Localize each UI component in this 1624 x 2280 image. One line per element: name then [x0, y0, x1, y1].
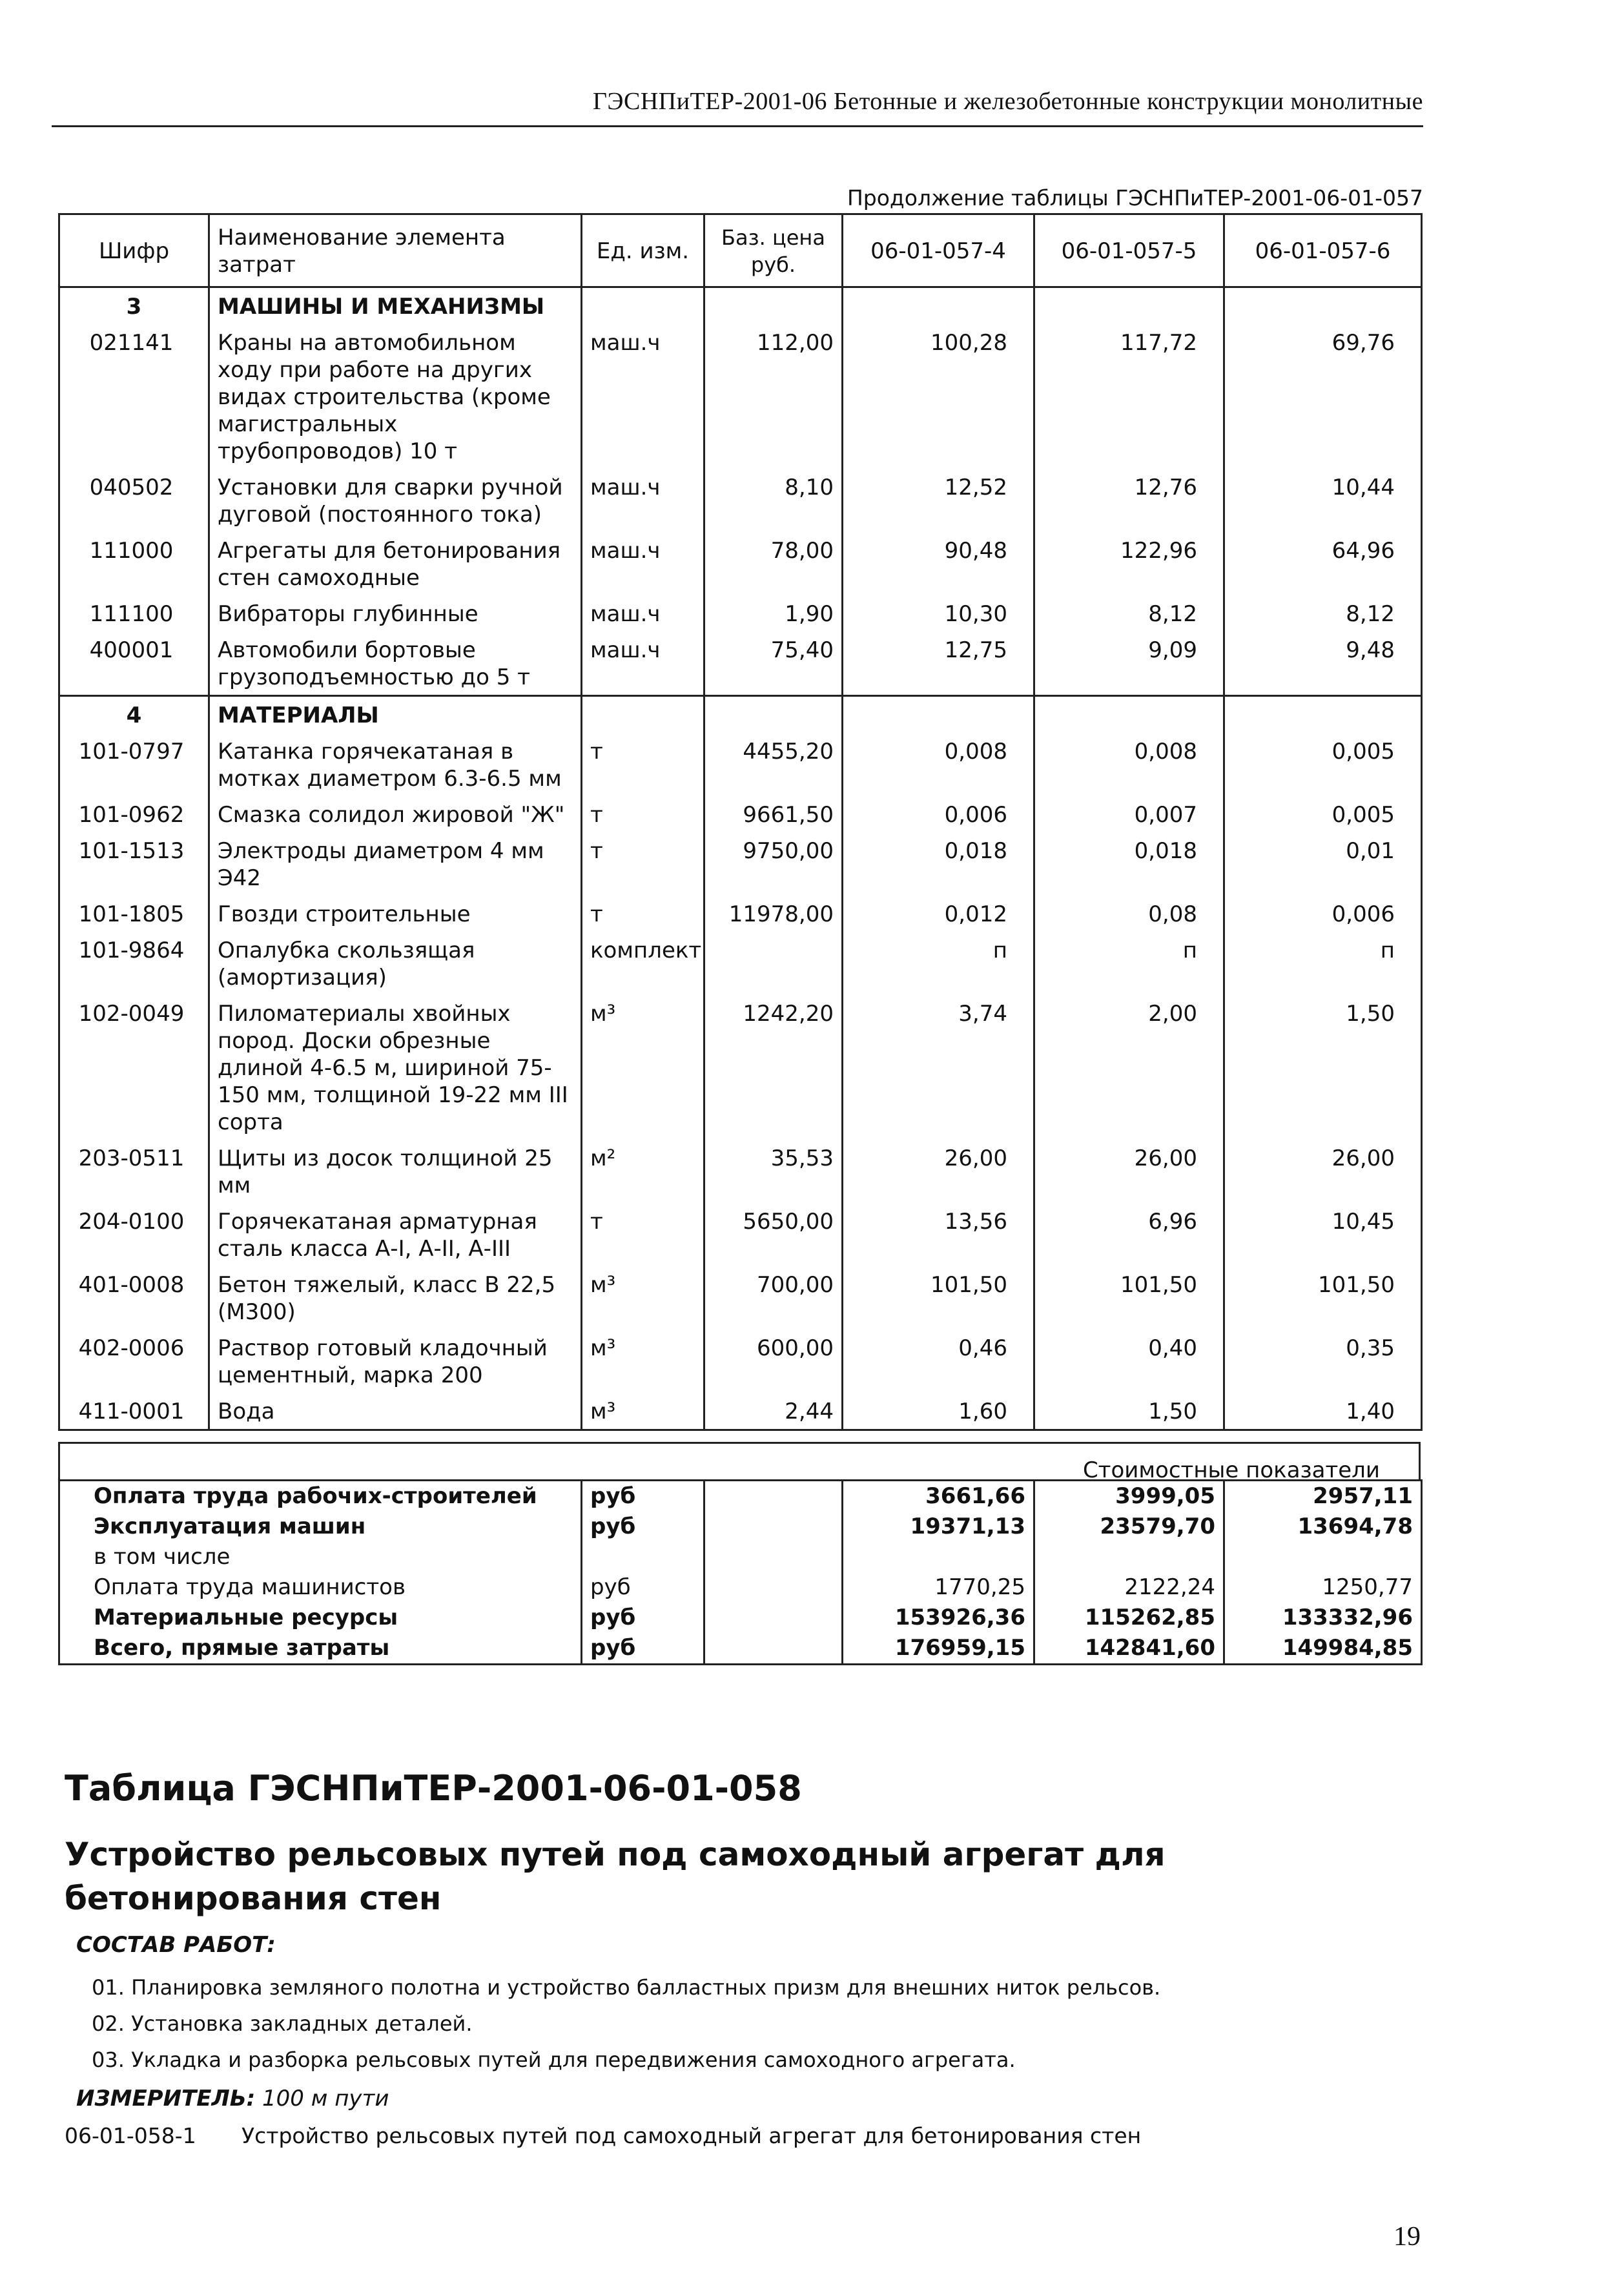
row-value-057-5: 1,50 — [1034, 1393, 1224, 1430]
row-base-price: 112,00 — [704, 324, 843, 469]
cost-row — [59, 1542, 1422, 1572]
row-value-057-5: п — [1034, 932, 1224, 995]
table-row — [59, 1203, 1422, 1266]
row-base-price: 8,10 — [704, 469, 843, 532]
header-rule — [52, 125, 1423, 127]
next-table-title: Таблица ГЭСНПиТЕР-2001-06-01-058 — [65, 1768, 802, 1809]
table-row — [59, 796, 1422, 832]
section-header-row — [59, 696, 1422, 734]
row-value-057-5: 12,76 — [1034, 469, 1224, 532]
table-row — [59, 932, 1422, 995]
row-value-057-6: 0,01 — [1224, 832, 1422, 896]
empty-cell — [704, 1481, 843, 1512]
row-value-057-6: 10,45 — [1224, 1203, 1422, 1266]
empty-cell — [582, 287, 704, 325]
empty-cell — [1224, 287, 1422, 325]
row-unit: т — [582, 832, 704, 896]
row-value-057-5: 0,008 — [1034, 733, 1224, 796]
col-header-price: Баз. цена руб. — [704, 214, 843, 287]
row-value-057-4: 12,52 — [843, 469, 1034, 532]
cost-value-057-6 — [1224, 1542, 1422, 1572]
row-value-057-6: 64,96 — [1224, 532, 1422, 595]
row-value-057-4: 0,012 — [843, 896, 1034, 932]
row-value-057-4: 0,018 — [843, 832, 1034, 896]
empty-cell — [704, 696, 843, 734]
meter-label: ИЗМЕРИТЕЛЬ: — [76, 2086, 256, 2111]
table-row — [59, 1393, 1422, 1430]
row-unit: маш.ч — [582, 632, 704, 696]
row-value-057-6: 0,005 — [1224, 733, 1422, 796]
row-value-057-4: 90,48 — [843, 532, 1034, 595]
row-base-price: 9661,50 — [704, 796, 843, 832]
row-unit: комплект — [582, 932, 704, 995]
row-unit: маш.ч — [582, 595, 704, 632]
cost-unit: руб — [582, 1572, 704, 1603]
empty-cell — [704, 287, 843, 325]
row-name: Автомобили бортовые грузоподъемностью до 5 т — [209, 632, 582, 696]
cost-unit: руб — [582, 1603, 704, 1633]
row-name: Установки для сварки ручной дуговой (постоянного тока) — [209, 469, 582, 532]
row-value-057-5: 2,00 — [1034, 995, 1224, 1140]
row-value-057-6: 0,35 — [1224, 1330, 1422, 1393]
next-table-subtitle: Устройство рельсовых путей под самоходный агрегат для бетонирования стен — [65, 1836, 1166, 1917]
row-value-057-4: 13,56 — [843, 1203, 1034, 1266]
row-code: 101-9864 — [59, 932, 209, 995]
rate-code-row — [65, 2123, 1141, 2148]
row-value-057-5: 26,00 — [1034, 1140, 1224, 1203]
row-unit: м³ — [582, 1393, 704, 1430]
cost-value-057-4: 3661,66 — [843, 1481, 1034, 1512]
cost-value-057-6: 2957,11 — [1224, 1481, 1422, 1512]
cost-value-057-5: 115262,85 — [1034, 1603, 1224, 1633]
empty-cell — [1224, 696, 1422, 734]
row-unit: маш.ч — [582, 532, 704, 595]
work-item: 02. Установка закладных деталей. — [92, 2011, 473, 2036]
row-value-057-6: 0,005 — [1224, 796, 1422, 832]
cost-unit: руб — [582, 1481, 704, 1512]
col-header-code: Шифр — [59, 214, 209, 287]
col-header-057-4: 06-01-057-4 — [843, 214, 1034, 287]
row-base-price: 11978,00 — [704, 896, 843, 932]
row-value-057-6: 0,006 — [1224, 896, 1422, 932]
table-row — [59, 595, 1422, 632]
row-code: 402-0006 — [59, 1330, 209, 1393]
work-item: 01. Планировка земляного полотна и устройство балластных призм для внешних ниток рельсов. — [92, 1975, 1161, 2000]
row-code: 400001 — [59, 632, 209, 696]
cost-unit: руб — [582, 1512, 704, 1542]
row-value-057-4: 10,30 — [843, 595, 1034, 632]
row-value-057-4: 101,50 — [843, 1266, 1034, 1330]
resources-table — [58, 213, 1423, 1431]
works-label: СОСТАВ РАБОТ: — [76, 1932, 276, 1958]
row-value-057-5: 8,12 — [1034, 595, 1224, 632]
cost-label: Эксплуатация машин — [59, 1512, 582, 1542]
row-unit: маш.ч — [582, 324, 704, 469]
row-code: 101-0962 — [59, 796, 209, 832]
empty-cell — [843, 696, 1034, 734]
cost-value-057-5: 23579,70 — [1034, 1512, 1224, 1542]
row-value-057-4: 0,008 — [843, 733, 1034, 796]
table-row — [59, 632, 1422, 696]
row-value-057-6: 9,48 — [1224, 632, 1422, 696]
cost-unit: руб — [582, 1633, 704, 1665]
row-value-057-6: 1,50 — [1224, 995, 1422, 1140]
works-list — [92, 1969, 1160, 2078]
row-base-price: 5650,00 — [704, 1203, 843, 1266]
row-value-057-4: 1,60 — [843, 1393, 1034, 1430]
rate-code-description: Устройство рельсовых путей под самоходный агрегат для бетонирования стен — [242, 2123, 1142, 2148]
row-code: 101-1513 — [59, 832, 209, 896]
cost-value-057-5 — [1034, 1542, 1224, 1572]
table-row — [59, 896, 1422, 932]
cost-indicators-caption: Стоимостные показатели — [58, 1442, 1421, 1479]
row-code: 411-0001 — [59, 1393, 209, 1430]
section-number: 3 — [59, 287, 209, 325]
row-value-057-6: 1,40 — [1224, 1393, 1422, 1430]
cost-row — [59, 1572, 1422, 1603]
cost-label: Всего, прямые затраты — [59, 1633, 582, 1665]
row-value-057-4: 12,75 — [843, 632, 1034, 696]
cost-value-057-6: 1250,77 — [1224, 1572, 1422, 1603]
row-name: Бетон тяжелый, класс В 22,5 (М300) — [209, 1266, 582, 1330]
meter — [76, 2086, 389, 2111]
cost-value-057-4: 176959,15 — [843, 1633, 1034, 1665]
row-base-price: 4455,20 — [704, 733, 843, 796]
row-unit: т — [582, 1203, 704, 1266]
cost-value-057-4: 19371,13 — [843, 1512, 1034, 1542]
row-value-057-5: 6,96 — [1034, 1203, 1224, 1266]
row-name: Смазка солидол жировой "Ж" — [209, 796, 582, 832]
row-base-price: 1242,20 — [704, 995, 843, 1140]
cost-value-057-4 — [843, 1542, 1034, 1572]
row-code: 111000 — [59, 532, 209, 595]
cost-label: Оплата труда рабочих-строителей — [59, 1481, 582, 1512]
table-row — [59, 995, 1422, 1140]
row-value-057-5: 122,96 — [1034, 532, 1224, 595]
row-name: Электроды диаметром 4 мм Э42 — [209, 832, 582, 896]
rate-code: 06-01-058-1 — [65, 2123, 196, 2148]
row-base-price: 700,00 — [704, 1266, 843, 1330]
row-value-057-6: 101,50 — [1224, 1266, 1422, 1330]
table-row — [59, 733, 1422, 796]
row-value-057-5: 0,018 — [1034, 832, 1224, 896]
cost-indicators — [58, 1442, 1421, 1665]
row-value-057-5: 101,50 — [1034, 1266, 1224, 1330]
cost-value-057-6: 133332,96 — [1224, 1603, 1422, 1633]
cost-label: Оплата труда машинистов — [59, 1572, 582, 1603]
row-code: 204-0100 — [59, 1203, 209, 1266]
row-name: Вибраторы глубинные — [209, 595, 582, 632]
row-value-057-6: п — [1224, 932, 1422, 995]
row-code: 401-0008 — [59, 1266, 209, 1330]
running-title: ГЭСНПиТЕР-2001-06 Бетонные и железобетонные конструкции монолитные — [592, 88, 1423, 115]
row-value-057-5: 0,08 — [1034, 896, 1224, 932]
empty-cell — [704, 1603, 843, 1633]
row-value-057-4: 0,006 — [843, 796, 1034, 832]
row-base-price: 78,00 — [704, 532, 843, 595]
col-header-name: Наименование элемента затрат — [209, 214, 582, 287]
empty-cell — [843, 287, 1034, 325]
table-row — [59, 1266, 1422, 1330]
cost-value-057-5: 3999,05 — [1034, 1481, 1224, 1512]
section-header-row — [59, 287, 1422, 325]
row-code: 111100 — [59, 595, 209, 632]
cost-unit — [582, 1542, 704, 1572]
col-header-unit: Ед. изм. — [582, 214, 704, 287]
row-unit: м³ — [582, 995, 704, 1140]
row-value-057-4: 26,00 — [843, 1140, 1034, 1203]
cost-value-057-4: 1770,25 — [843, 1572, 1034, 1603]
section-title: МАТЕРИАЛЫ — [209, 696, 582, 734]
table-header-row — [59, 214, 1422, 287]
row-name: Пиломатериалы хвойных пород. Доски обрезные длиной 4-6.5 м, шириной 75-150 мм, толщиной 19-22 мм III сорта — [209, 995, 582, 1140]
resources-table-body — [59, 287, 1422, 1430]
row-value-057-4: 0,46 — [843, 1330, 1034, 1393]
row-name: Катанка горячекатаная в мотках диаметром 6.3-6.5 мм — [209, 733, 582, 796]
col-header-057-5: 06-01-057-5 — [1034, 214, 1224, 287]
row-value-057-5: 9,09 — [1034, 632, 1224, 696]
section-number: 4 — [59, 696, 209, 734]
empty-cell — [704, 1512, 843, 1542]
row-code: 101-0797 — [59, 733, 209, 796]
empty-cell — [582, 696, 704, 734]
row-unit: м³ — [582, 1266, 704, 1330]
empty-cell — [1034, 696, 1224, 734]
row-value-057-5: 0,40 — [1034, 1330, 1224, 1393]
row-name: Гвозди строительные — [209, 896, 582, 932]
cost-value-057-4: 153926,36 — [843, 1603, 1034, 1633]
table-row — [59, 832, 1422, 896]
cost-value-057-5: 142841,60 — [1034, 1633, 1224, 1665]
row-base-price: 9750,00 — [704, 832, 843, 896]
row-value-057-6: 26,00 — [1224, 1140, 1422, 1203]
row-unit: т — [582, 733, 704, 796]
work-item: 03. Укладка и разборка рельсовых путей для передвижения самоходного агрегата. — [92, 2048, 1016, 2072]
row-name: Опалубка скользящая (амортизация) — [209, 932, 582, 995]
row-name: Агрегаты для бетонирования стен самоходные — [209, 532, 582, 595]
cost-value-057-6: 13694,78 — [1224, 1512, 1422, 1542]
row-base-price: 1,90 — [704, 595, 843, 632]
row-name: Вода — [209, 1393, 582, 1430]
row-unit: маш.ч — [582, 469, 704, 532]
row-code: 021141 — [59, 324, 209, 469]
row-value-057-4: 3,74 — [843, 995, 1034, 1140]
row-value-057-6: 69,76 — [1224, 324, 1422, 469]
row-value-057-6: 10,44 — [1224, 469, 1422, 532]
table-row — [59, 469, 1422, 532]
row-name: Раствор готовый кладочный цементный, марка 200 — [209, 1330, 582, 1393]
row-value-057-4: п — [843, 932, 1034, 995]
section-title: МАШИНЫ И МЕХАНИЗМЫ — [209, 287, 582, 325]
row-unit: т — [582, 896, 704, 932]
table-row — [59, 1330, 1422, 1393]
row-name: Горячекатаная арматурная сталь класса А-I, А-II, А-III — [209, 1203, 582, 1266]
table-row — [59, 532, 1422, 595]
table-row — [59, 1140, 1422, 1203]
row-unit: м³ — [582, 1330, 704, 1393]
row-unit: м² — [582, 1140, 704, 1203]
empty-cell — [704, 1572, 843, 1603]
empty-cell — [704, 1542, 843, 1572]
row-base-price: 2,44 — [704, 1393, 843, 1430]
row-code: 101-1805 — [59, 896, 209, 932]
meter-value: 100 м пути — [262, 2086, 389, 2111]
table-row — [59, 324, 1422, 469]
continuation-caption: Продолжение таблицы ГЭСНПиТЕР-2001-06-01-057 — [847, 185, 1423, 211]
empty-cell — [1034, 287, 1224, 325]
row-base-price: 75,40 — [704, 632, 843, 696]
cost-row — [59, 1633, 1422, 1665]
empty-cell — [704, 1633, 843, 1665]
row-value-057-5: 0,007 — [1034, 796, 1224, 832]
row-value-057-4: 100,28 — [843, 324, 1034, 469]
cost-indicators-table — [58, 1479, 1423, 1665]
cost-row — [59, 1512, 1422, 1542]
cost-row — [59, 1603, 1422, 1633]
cost-row — [59, 1481, 1422, 1512]
row-name: Краны на автомобильном ходу при работе на других видах строительства (кроме магистральных трубопроводов) 10 т — [209, 324, 582, 469]
cost-label: Материальные ресурсы — [59, 1603, 582, 1633]
row-code: 102-0049 — [59, 995, 209, 1140]
row-unit: т — [582, 796, 704, 832]
col-header-057-6: 06-01-057-6 — [1224, 214, 1422, 287]
row-base-price: 35,53 — [704, 1140, 843, 1203]
page-number: 19 — [1393, 2222, 1421, 2252]
cost-label: в том числе — [59, 1542, 582, 1572]
row-base-price — [704, 932, 843, 995]
row-code: 040502 — [59, 469, 209, 532]
row-value-057-6: 8,12 — [1224, 595, 1422, 632]
row-name: Щиты из досок толщиной 25 мм — [209, 1140, 582, 1203]
cost-value-057-5: 2122,24 — [1034, 1572, 1224, 1603]
row-value-057-5: 117,72 — [1034, 324, 1224, 469]
row-base-price: 600,00 — [704, 1330, 843, 1393]
cost-value-057-6: 149984,85 — [1224, 1633, 1422, 1665]
row-code: 203-0511 — [59, 1140, 209, 1203]
